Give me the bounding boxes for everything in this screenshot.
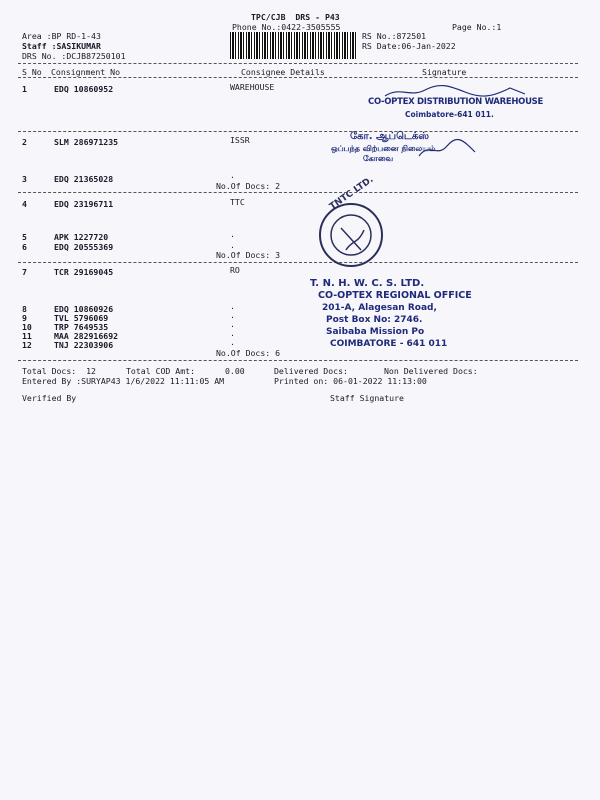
drs-number: DRS No. :DCJB87250101 — [22, 51, 126, 61]
row-consignment: EDQ 10860952 — [54, 84, 114, 94]
row-sno: 2 — [22, 137, 27, 147]
row-consignment: TRP 7649535 — [54, 322, 109, 332]
row-consignee: . — [230, 229, 235, 239]
row-sno: 3 — [22, 174, 27, 184]
phone-number: Phone No.:0422-3505555 — [232, 22, 341, 32]
area-code: Area :BP RD-1-43 — [22, 31, 101, 41]
total-cod-value: 0.00 — [225, 366, 245, 376]
verified-by: Verified By — [22, 393, 77, 403]
row-sno: 11 — [22, 331, 32, 341]
row-consignee: RO — [230, 265, 240, 275]
row-sno: 4 — [22, 199, 27, 209]
group-doc-count: No.Of Docs: 6 — [216, 348, 281, 358]
row-consignment: MAA 282916692 — [54, 331, 119, 341]
row-consignee: . — [230, 328, 235, 338]
row-consignee: . — [230, 301, 235, 311]
row-consignee: . — [230, 170, 235, 180]
row-consignment: EDQ 10860926 — [54, 304, 114, 314]
entered-by: Entered By :SURYAP43 1/6/2022 11:11:05 AM — [22, 376, 225, 386]
col-consignment: Consignment No — [51, 67, 121, 77]
group-doc-count: No.Of Docs: 2 — [216, 181, 281, 191]
row-consignee: . — [230, 310, 235, 320]
col-consignee: Consignee Details — [241, 67, 325, 77]
total-cod-label: Total COD Amt: — [126, 366, 196, 376]
staff-signature: Staff Signature — [330, 393, 404, 403]
row-consignment: TNJ 22303906 — [54, 340, 114, 350]
row-consignment: TVL 5796069 — [54, 313, 109, 323]
divider — [18, 63, 578, 64]
page-number: Page No.:1 — [452, 22, 502, 32]
row-sno: 7 — [22, 267, 27, 277]
row-sno: 8 — [22, 304, 27, 314]
rs-date: RS Date:06-Jan-2022 — [362, 41, 456, 51]
document-title: TPC/CJB DRS - P43 — [251, 12, 340, 22]
delivered-docs: Delivered Docs: — [274, 366, 348, 376]
row-consignment: EDQ 21365028 — [54, 174, 114, 184]
staff-name: Staff :SASIKUMAR — [22, 41, 101, 51]
total-docs: Total Docs: 12 — [22, 366, 96, 376]
divider — [18, 77, 578, 78]
row-sno: 12 — [22, 340, 32, 350]
divider — [18, 131, 578, 132]
row-sno: 6 — [22, 242, 27, 252]
row-sno: 9 — [22, 313, 27, 323]
divider — [18, 360, 578, 361]
barcode — [230, 32, 357, 59]
signature-scribble — [415, 138, 485, 162]
row-sno: 5 — [22, 232, 27, 242]
group-doc-count: No.Of Docs: 3 — [216, 250, 281, 260]
rs-number: RS No.:872501 — [362, 31, 427, 41]
divider — [18, 192, 578, 193]
row-consignee: WAREHOUSE — [230, 82, 275, 92]
row-consignment: SLM 286971235 — [54, 137, 119, 147]
row-consignment: EDQ 20555369 — [54, 242, 114, 252]
row-consignee: ISSR — [230, 135, 250, 145]
row-consignee: . — [230, 337, 235, 347]
col-sno: S No — [22, 67, 42, 77]
divider — [18, 262, 578, 263]
row-consignee: TTC — [230, 197, 245, 207]
row-consignee: . — [230, 319, 235, 329]
row-sno: 1 — [22, 84, 27, 94]
row-sno: 10 — [22, 322, 32, 332]
row-consignment: TCR 29169045 — [54, 267, 114, 277]
printed-on: Printed on: 06-01-2022 11:13:00 — [274, 376, 427, 386]
row-consignment: EDQ 23196711 — [54, 199, 114, 209]
non-delivered-docs: Non Delivered Docs: — [384, 366, 478, 376]
row-consignment: APK 1227720 — [54, 232, 109, 242]
col-signature: Signature — [422, 67, 467, 77]
row-consignee: . — [230, 240, 235, 250]
